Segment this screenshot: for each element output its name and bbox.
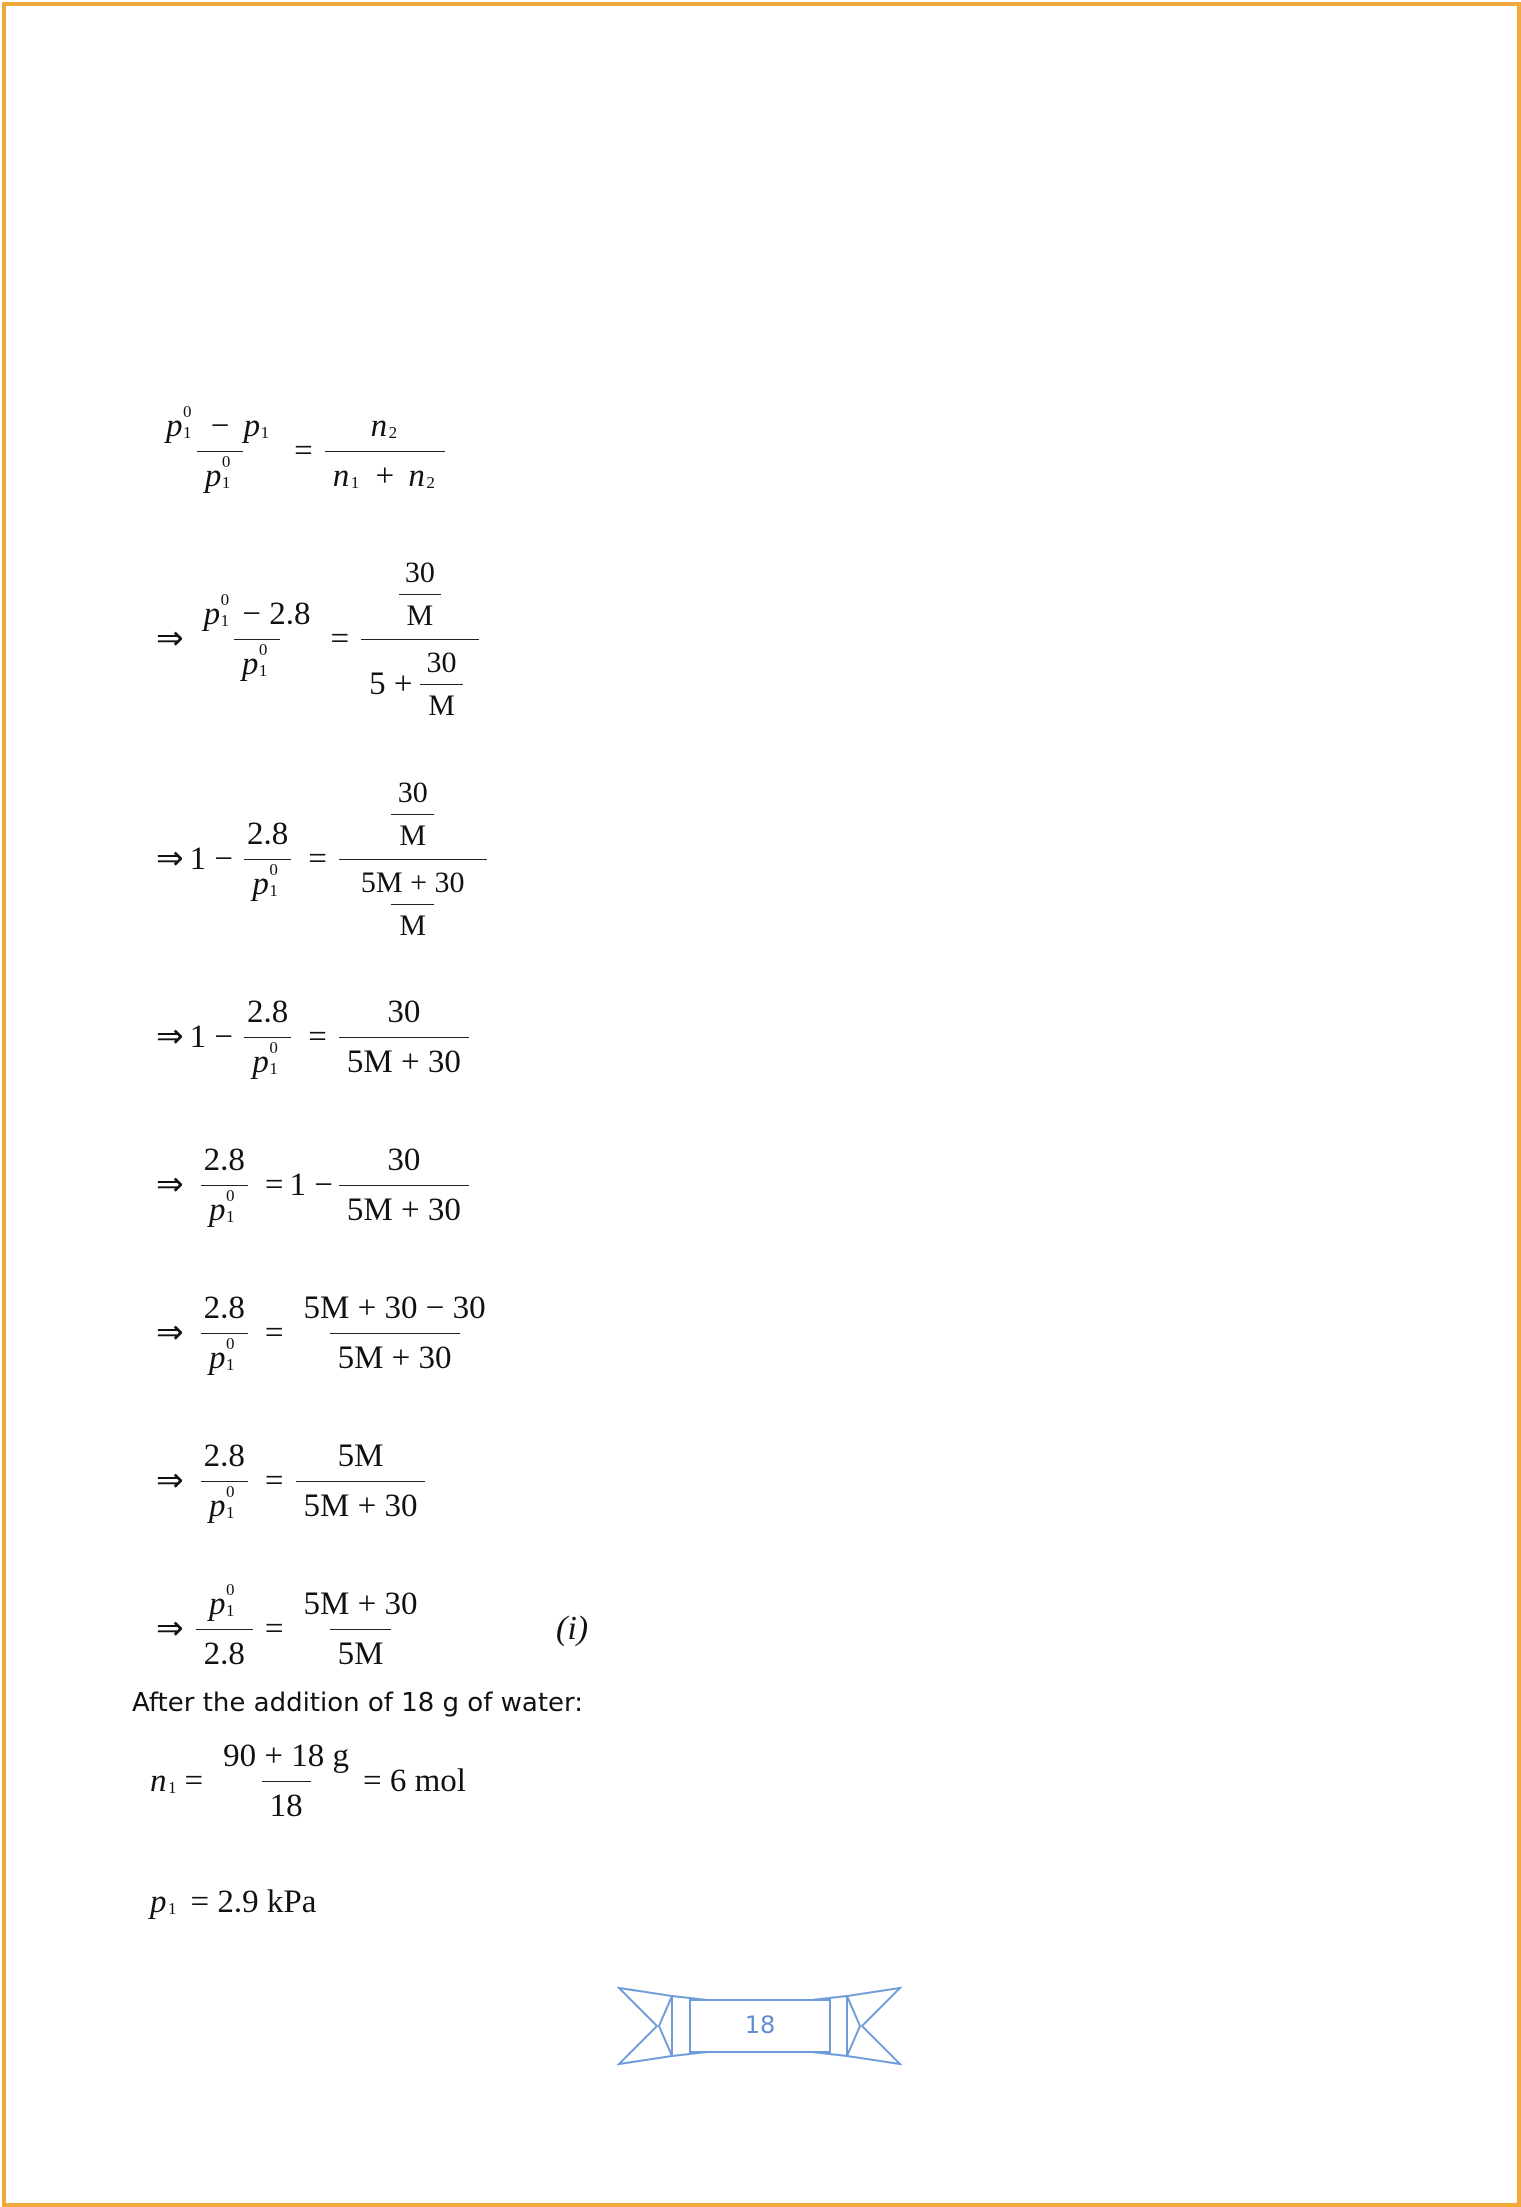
fraction-rhs: n 2 n 1 + n 2 bbox=[325, 410, 445, 493]
equation-5: ⇒ 2.8 p 0 1 = 1 − $\frac{30}{5M + 30}$ bbox=[150, 1144, 475, 1227]
equation-6: ⇒ 2.8 p 0 1 = $\frac{5M + 30 - 30}{5M + 30}$ bbox=[156, 1290, 486, 1376]
page-number: 18 bbox=[744, 2011, 776, 2039]
equation-4: ⇒ 1 − 2.8 p 0 1 = $\frac{30}{5M + 30}$ bbox=[150, 996, 475, 1079]
equation-8: ⇒ p 0 1 2.8 = $\frac{5M + 30}{5M}$ bbox=[156, 1580, 418, 1672]
equation-7: ⇒ 2.8 p 0 1 = $\frac{5M}{5M + 30}$ bbox=[150, 1440, 431, 1523]
page-border bbox=[2, 2, 1521, 2207]
fraction-lhs: p 0 1 − p 1 p 0 1 bbox=[166, 402, 270, 494]
equation-tag: (i) bbox=[556, 1610, 589, 1647]
equation-9: n 1 = $\frac{90 + 18 g}{18}$ = 6 mol bbox=[150, 1738, 466, 1824]
equation-1: p 0 1 − p 1 p 0 1 = n 2 n 1 + n 2 bbox=[152, 410, 451, 493]
equation-10: p 1 = 2.9 kPa bbox=[150, 1884, 317, 1920]
equation-3: ⇒ 1 − 2.8 p 0 1 = $\frac{\frac{30}{M}}{\frac{5M + 30}{M}}$ bbox=[150, 778, 493, 941]
equation-2: ⇒ p 0 1 − 2.8 p 0 1 = $\frac{30}{M}$ 5 + $\frac{30}{M}$ bbox=[150, 558, 485, 721]
body-text: After the addition of 18 g of water: bbox=[132, 1688, 584, 1718]
